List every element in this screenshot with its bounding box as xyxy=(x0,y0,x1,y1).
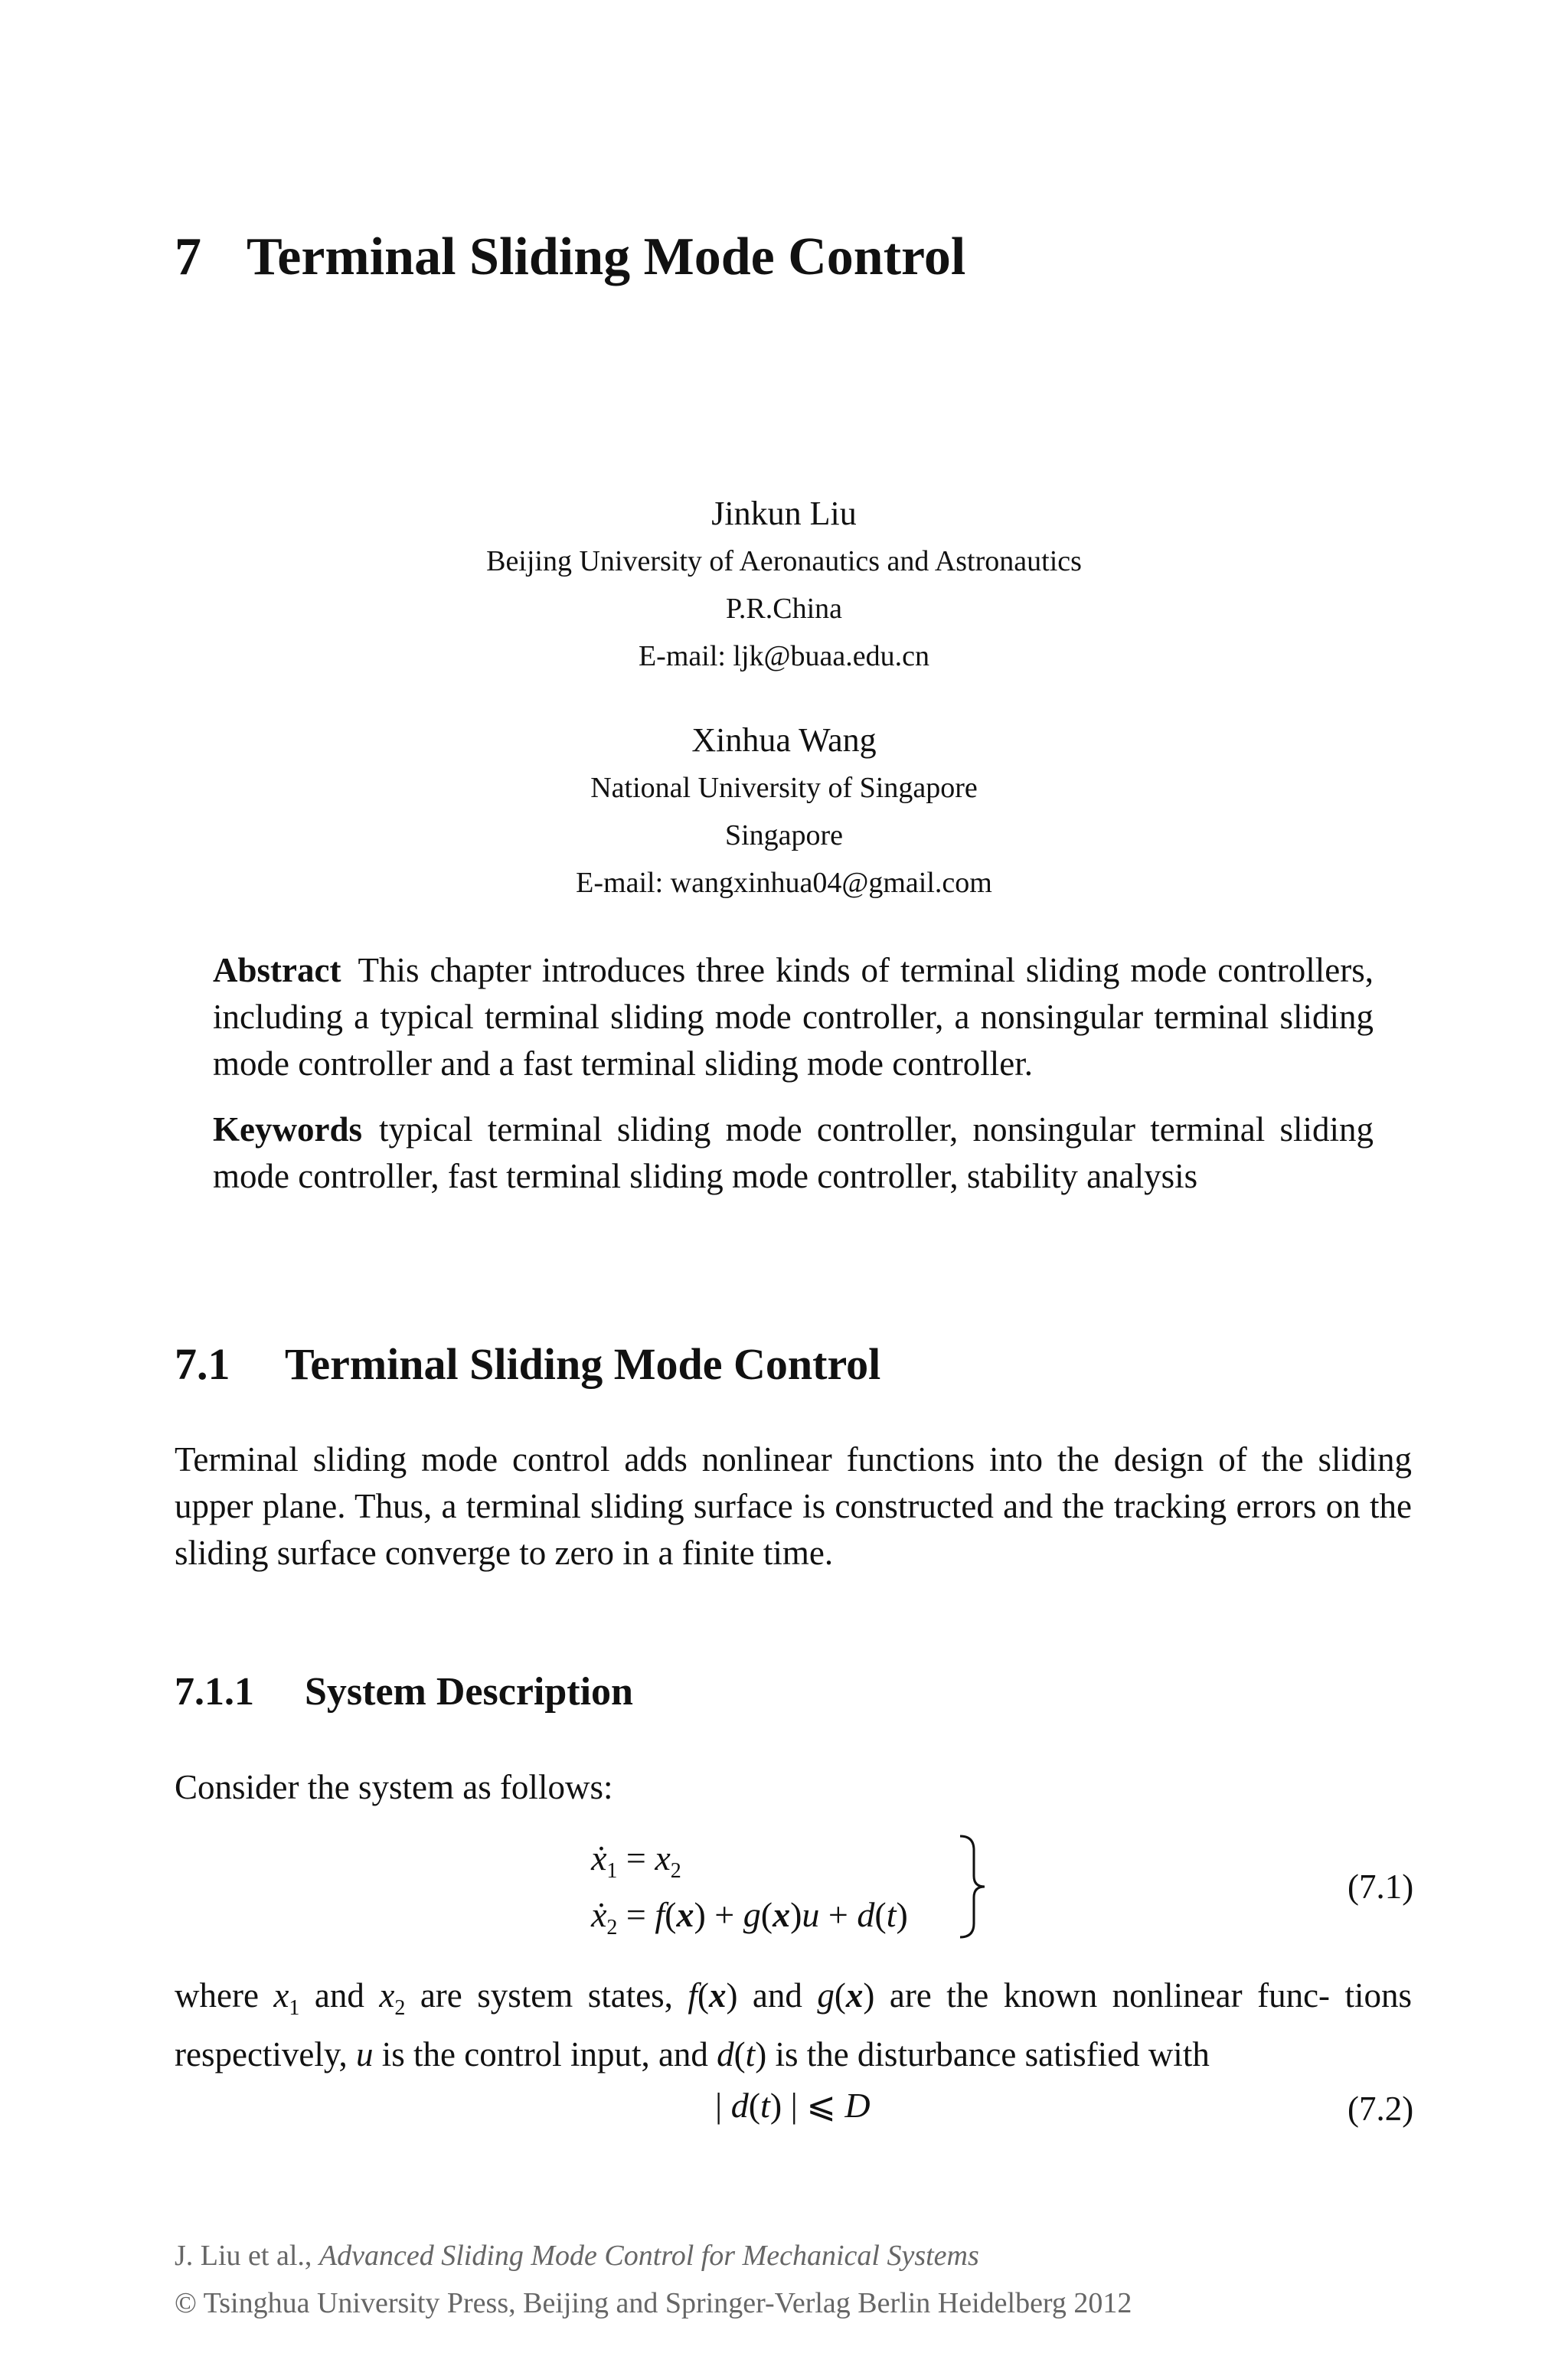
equation-number: (7.1) xyxy=(1348,1868,1414,1906)
footer-book-title: Advanced Sliding Mode Control for Mechanical Systems xyxy=(318,2240,979,2272)
subsection-title-text: System Description xyxy=(305,1670,633,1714)
where-text: tions respectively, xyxy=(175,1976,1413,2073)
section-number: 7.1 xyxy=(175,1339,230,1389)
abstract xyxy=(213,947,1374,1087)
where-text: and xyxy=(314,1976,364,2015)
author-name: Jinkun Liu xyxy=(711,495,857,532)
author-block-1 xyxy=(0,490,1568,680)
section-body: Terminal sliding mode control adds nonlinear functions into the design of the sliding upper plane. Thus, a terminal sliding surface is constructed and the tracking errors on the sliding surface converge to zero in a finite time. xyxy=(175,1440,1412,1572)
where-text: are the known nonlinear func- xyxy=(889,1976,1331,2015)
keywords xyxy=(213,1106,1374,1200)
abstract-label: Abstract xyxy=(213,951,341,989)
subsection-title xyxy=(175,1669,633,1714)
keywords-label: Keywords xyxy=(213,1110,362,1149)
abstract-text: This chapter introduces three kinds of terminal sliding mode controllers, including a typical terminal sliding mode controller, a nonsingular terminal sliding mode controller and a fast terminal sliding mode controller. xyxy=(213,951,1374,1083)
where-text: is the disturbance satisfied with xyxy=(775,2035,1210,2073)
chapter-title-text: Terminal Sliding Mode Control xyxy=(247,227,966,286)
section-title-text: Terminal Sliding Mode Control xyxy=(285,1339,881,1389)
author-name: Xinhua Wang xyxy=(691,721,877,759)
footer-copyright: © Tsinghua University Press, Beijing and Springer-Verlag Berlin Heidelberg 2012 xyxy=(175,2287,1132,2319)
author-email: E-mail: wangxinhua04@gmail.com xyxy=(576,867,992,899)
footer-authors: J. Liu et al., xyxy=(175,2240,312,2272)
section-title xyxy=(175,1338,880,1390)
equation-7-1-line-2: $ẋ_2 = f(x) + g(x)u + d(t)$ xyxy=(591,1895,908,1940)
equation-brace xyxy=(957,1833,988,1940)
footer-citation xyxy=(175,2239,979,2273)
equation-7-2: | d(t) | ⩽ D xyxy=(715,2086,871,2125)
where-paragraph: where $x_1$ and $x_2$ are system states, f(x) and g(x) are the known nonlinear func- tions respectively, u is the control input, and d(t) is the disturbance satisfied with xyxy=(175,1976,1413,2073)
author-country: P.R.China xyxy=(725,593,843,625)
chapter-title xyxy=(175,227,965,288)
equation-7-1-line-1: $ẋ_1 = x_2$ xyxy=(591,1838,681,1884)
author-affiliation: National University of Singapore xyxy=(590,772,978,804)
author-country: Singapore xyxy=(724,819,844,851)
chapter-number: 7 xyxy=(175,227,201,286)
keywords-text: typical terminal sliding mode controller, nonsingular terminal sliding mode controller, fast terminal sliding mode controller, stability analysis xyxy=(213,1110,1374,1195)
where-text: and xyxy=(752,1976,802,2015)
subsection-number: 7.1.1 xyxy=(175,1670,254,1714)
author-block-2 xyxy=(0,717,1568,907)
where-text: is the control input, and xyxy=(381,2035,708,2073)
equation-number: (7.2) xyxy=(1348,2090,1414,2128)
where-text: are system states, xyxy=(420,1976,673,2015)
where-text: where xyxy=(175,1976,259,2015)
author-email: E-mail: ljk@buaa.edu.cn xyxy=(638,640,930,672)
subsection-intro: Consider the system as follows: xyxy=(175,1768,613,1806)
author-affiliation: Beijing University of Aeronautics and Astronautics xyxy=(486,545,1082,577)
